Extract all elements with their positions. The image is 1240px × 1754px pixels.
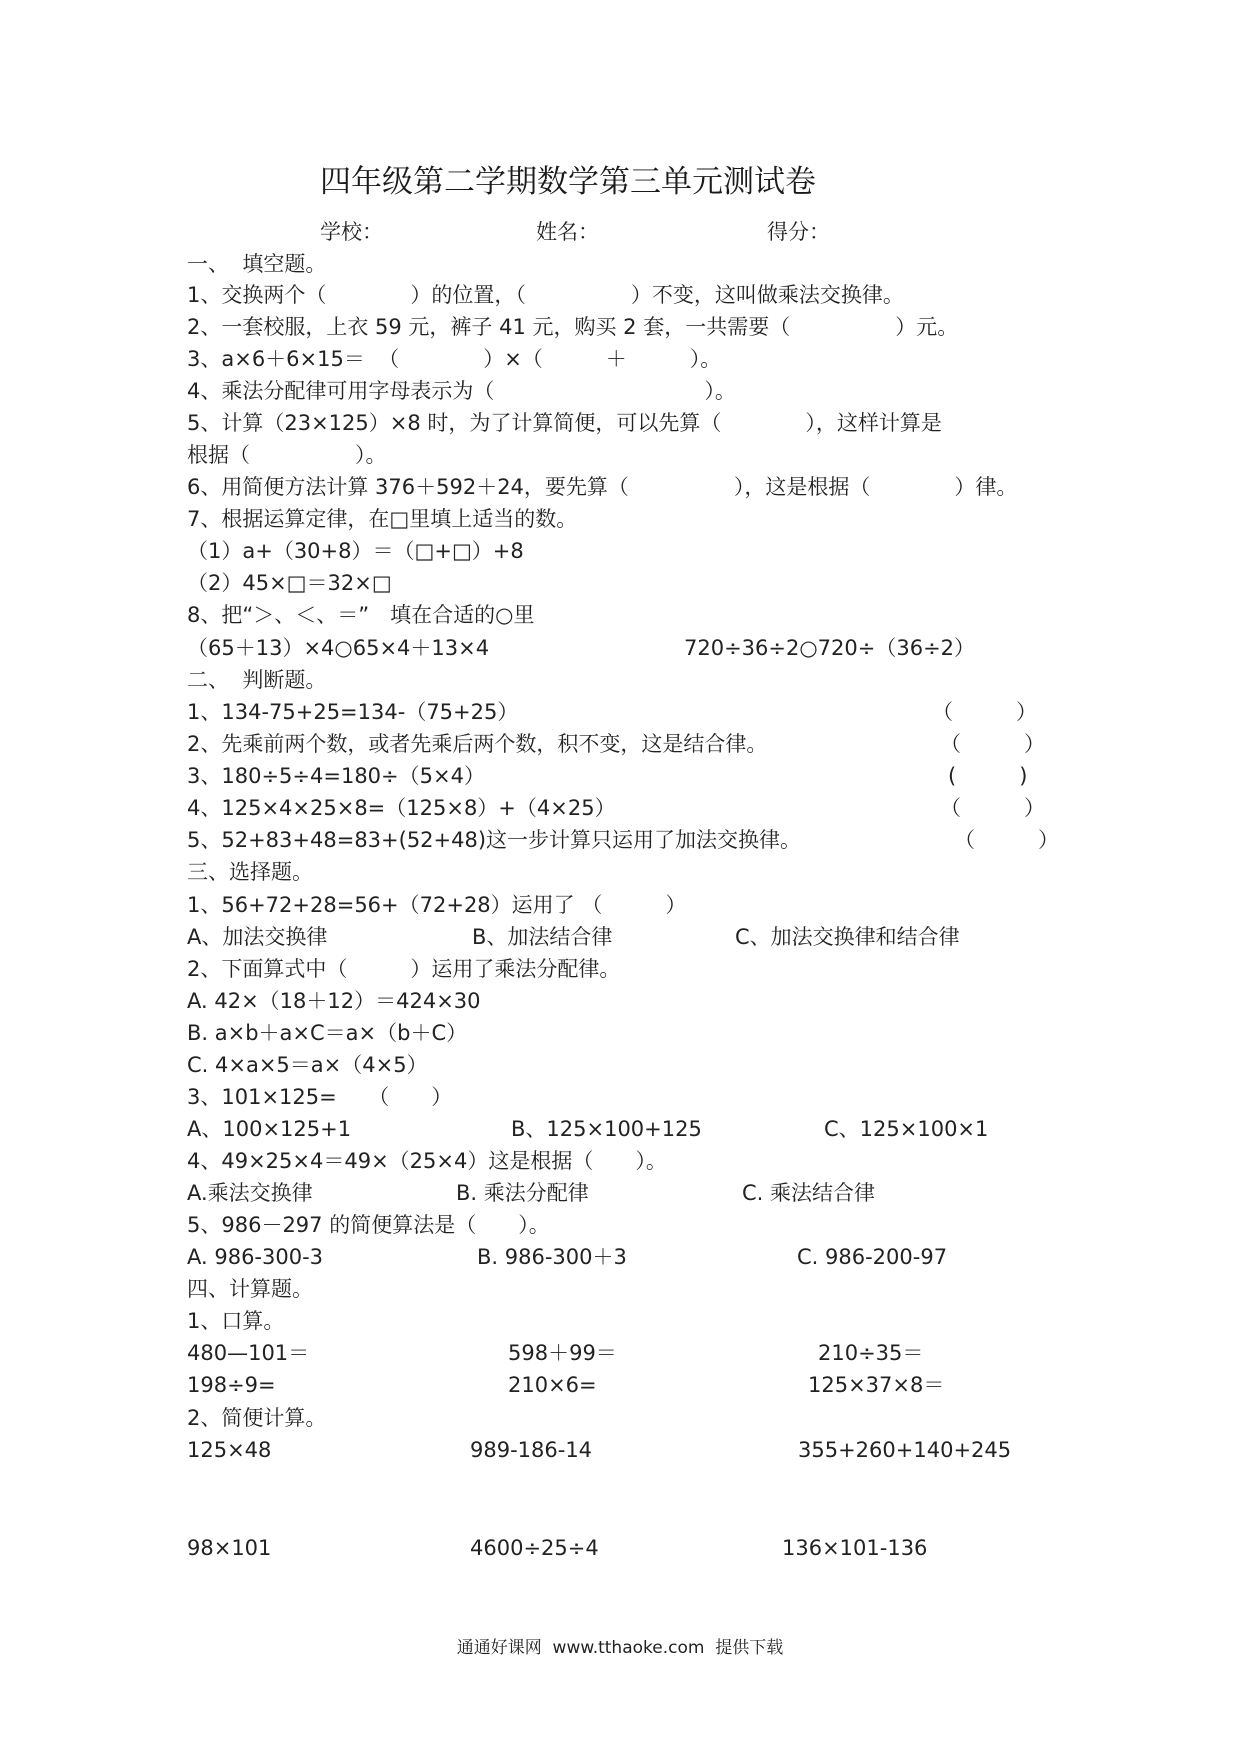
page-title: 四年级第二学期数学第三单元测试卷 xyxy=(320,164,816,200)
oral-calc-heading: 1、口算。 xyxy=(187,1309,285,1333)
fill-question-1: 1、交换两个（ ）的位置，（ ）不变，这叫做乘法交换律。 xyxy=(187,283,904,307)
judge-answer-2: （ ） xyxy=(940,732,1045,756)
judge-answer-3: ( ) xyxy=(948,764,1028,788)
choice-3-option-c: C、125×100×1 xyxy=(824,1117,989,1141)
oral-calc-item: 598＋99＝ xyxy=(508,1341,617,1365)
judge-answer-4: （ ） xyxy=(940,796,1045,820)
school-label: 学校： xyxy=(320,220,383,244)
choice-5-option-a: A. 986-300-3 xyxy=(187,1245,324,1269)
section2-heading: 二、 判断题。 xyxy=(187,668,327,692)
judge-question-4: 4、125×4×25×8=（125×8）+（4×25） xyxy=(187,796,616,820)
fill-question-6: 6、用简便方法计算 376＋592＋24，要先算（ ），这是根据（ ）律。 xyxy=(187,475,1018,499)
simplify-calc-item: 136×101-136 xyxy=(782,1536,928,1560)
oral-calc-item: 210×6= xyxy=(508,1373,597,1397)
choice-4-option-b: B. 乘法分配律 xyxy=(456,1181,589,1205)
section1-heading: 一、 填空题。 xyxy=(187,252,327,276)
oral-calc-item: 480—101＝ xyxy=(187,1341,310,1365)
choice-5-option-c: C. 986-200-97 xyxy=(797,1245,948,1269)
choice-3-option-a: A、100×125+1 xyxy=(187,1117,352,1141)
section4-heading: 四、计算题。 xyxy=(187,1277,313,1301)
choice-1-option-b: B、加法结合律 xyxy=(472,925,613,949)
fill-question-5-line1: 5、计算（23×125）×8 时，为了计算简便，可以先算（ ），这样计算是 xyxy=(187,411,942,435)
footer-source: 通通好课网 www.tthaoke.com 提供下载 xyxy=(456,1638,784,1658)
oral-calc-item: 198÷9= xyxy=(187,1373,276,1397)
fill-question-8: 8、把“＞、＜、＝” 填在合适的○里 xyxy=(187,603,535,627)
judge-answer-1: （ ） xyxy=(932,700,1037,724)
simplify-calc-item: 4600÷25÷4 xyxy=(470,1536,599,1560)
judge-answer-5: （ ） xyxy=(954,828,1059,852)
choice-4-option-c: C. 乘法结合律 xyxy=(742,1181,876,1205)
choice-question-4: 4、49×25×4＝49×（25×4）这是根据（ ）。 xyxy=(187,1149,667,1173)
simplify-calc-item: 355+260+140+245 xyxy=(798,1438,1012,1462)
choice-question-3: 3、101×125= （ ） xyxy=(187,1085,453,1109)
name-label: 姓名： xyxy=(536,220,599,244)
fill-question-7-part1: （1）a+（30+8）＝（□+□）+8 xyxy=(187,539,524,563)
judge-question-5: 5、52+83+48=83+(52+48)这一步计算只运用了加法交换律。 xyxy=(187,828,802,852)
simplify-calc-item: 989-186-14 xyxy=(470,1438,593,1462)
fill-question-7-part2: （2）45×□＝32×□ xyxy=(187,571,392,595)
judge-question-2: 2、先乘前两个数，或者先乘后两个数，积不变，这是结合律。 xyxy=(187,732,768,756)
fill-question-5-line2: 根据（ ）。 xyxy=(187,443,387,467)
choice-question-2: 2、下面算式中（ ）运用了乘法分配律。 xyxy=(187,957,621,981)
simplify-calc-heading: 2、简便计算。 xyxy=(187,1406,327,1430)
judge-question-3: 3、180÷5÷4=180÷（5×4） xyxy=(187,764,485,788)
fill-question-8-left: （65＋13）×4○65×4＋13×4 xyxy=(187,636,490,660)
oral-calc-item: 210÷35＝ xyxy=(818,1341,924,1365)
judge-question-1: 1、134-75+25=134-（75+25） xyxy=(187,700,519,724)
choice-5-option-b: B. 986-300＋3 xyxy=(477,1245,627,1269)
choice-4-option-a: A.乘法交换律 xyxy=(187,1181,313,1205)
choice-question-5: 5、986－297 的简便算法是（ ）。 xyxy=(187,1213,550,1237)
simplify-calc-item: 125×48 xyxy=(187,1438,272,1462)
fill-question-3: 3、a×6＋6×15＝ （ ）×（ ＋ ）。 xyxy=(187,347,722,371)
fill-question-7: 7、根据运算定律，在□里填上适当的数。 xyxy=(187,507,578,531)
choice-2-option-c: C. 4×a×5＝a×（4×5） xyxy=(187,1053,428,1077)
simplify-calc-item: 98×101 xyxy=(187,1536,272,1560)
section3-heading: 三、选择题。 xyxy=(187,860,313,884)
choice-1-option-c: C、加法交换律和结合律 xyxy=(735,925,960,949)
oral-calc-item: 125×37×8＝ xyxy=(808,1373,945,1397)
choice-3-option-b: B、125×100+125 xyxy=(511,1117,702,1141)
fill-question-2: 2、一套校服，上衣 59 元，裤子 41 元，购买 2 套，一共需要（ ）元。 xyxy=(187,315,959,339)
choice-question-1: 1、56+72+28=56+（72+28）运用了 （ ） xyxy=(187,893,687,917)
choice-1-option-a: A、加法交换律 xyxy=(187,925,328,949)
choice-2-option-a: A. 42×（18＋12）＝424×30 xyxy=(187,989,481,1013)
fill-question-8-right: 720÷36÷2○720÷（36÷2） xyxy=(684,636,976,660)
choice-2-option-b: B. a×b＋a×C＝a×（b＋C） xyxy=(187,1021,468,1045)
score-label: 得分： xyxy=(767,220,830,244)
fill-question-4: 4、乘法分配律可用字母表示为（ ）。 xyxy=(187,379,736,403)
